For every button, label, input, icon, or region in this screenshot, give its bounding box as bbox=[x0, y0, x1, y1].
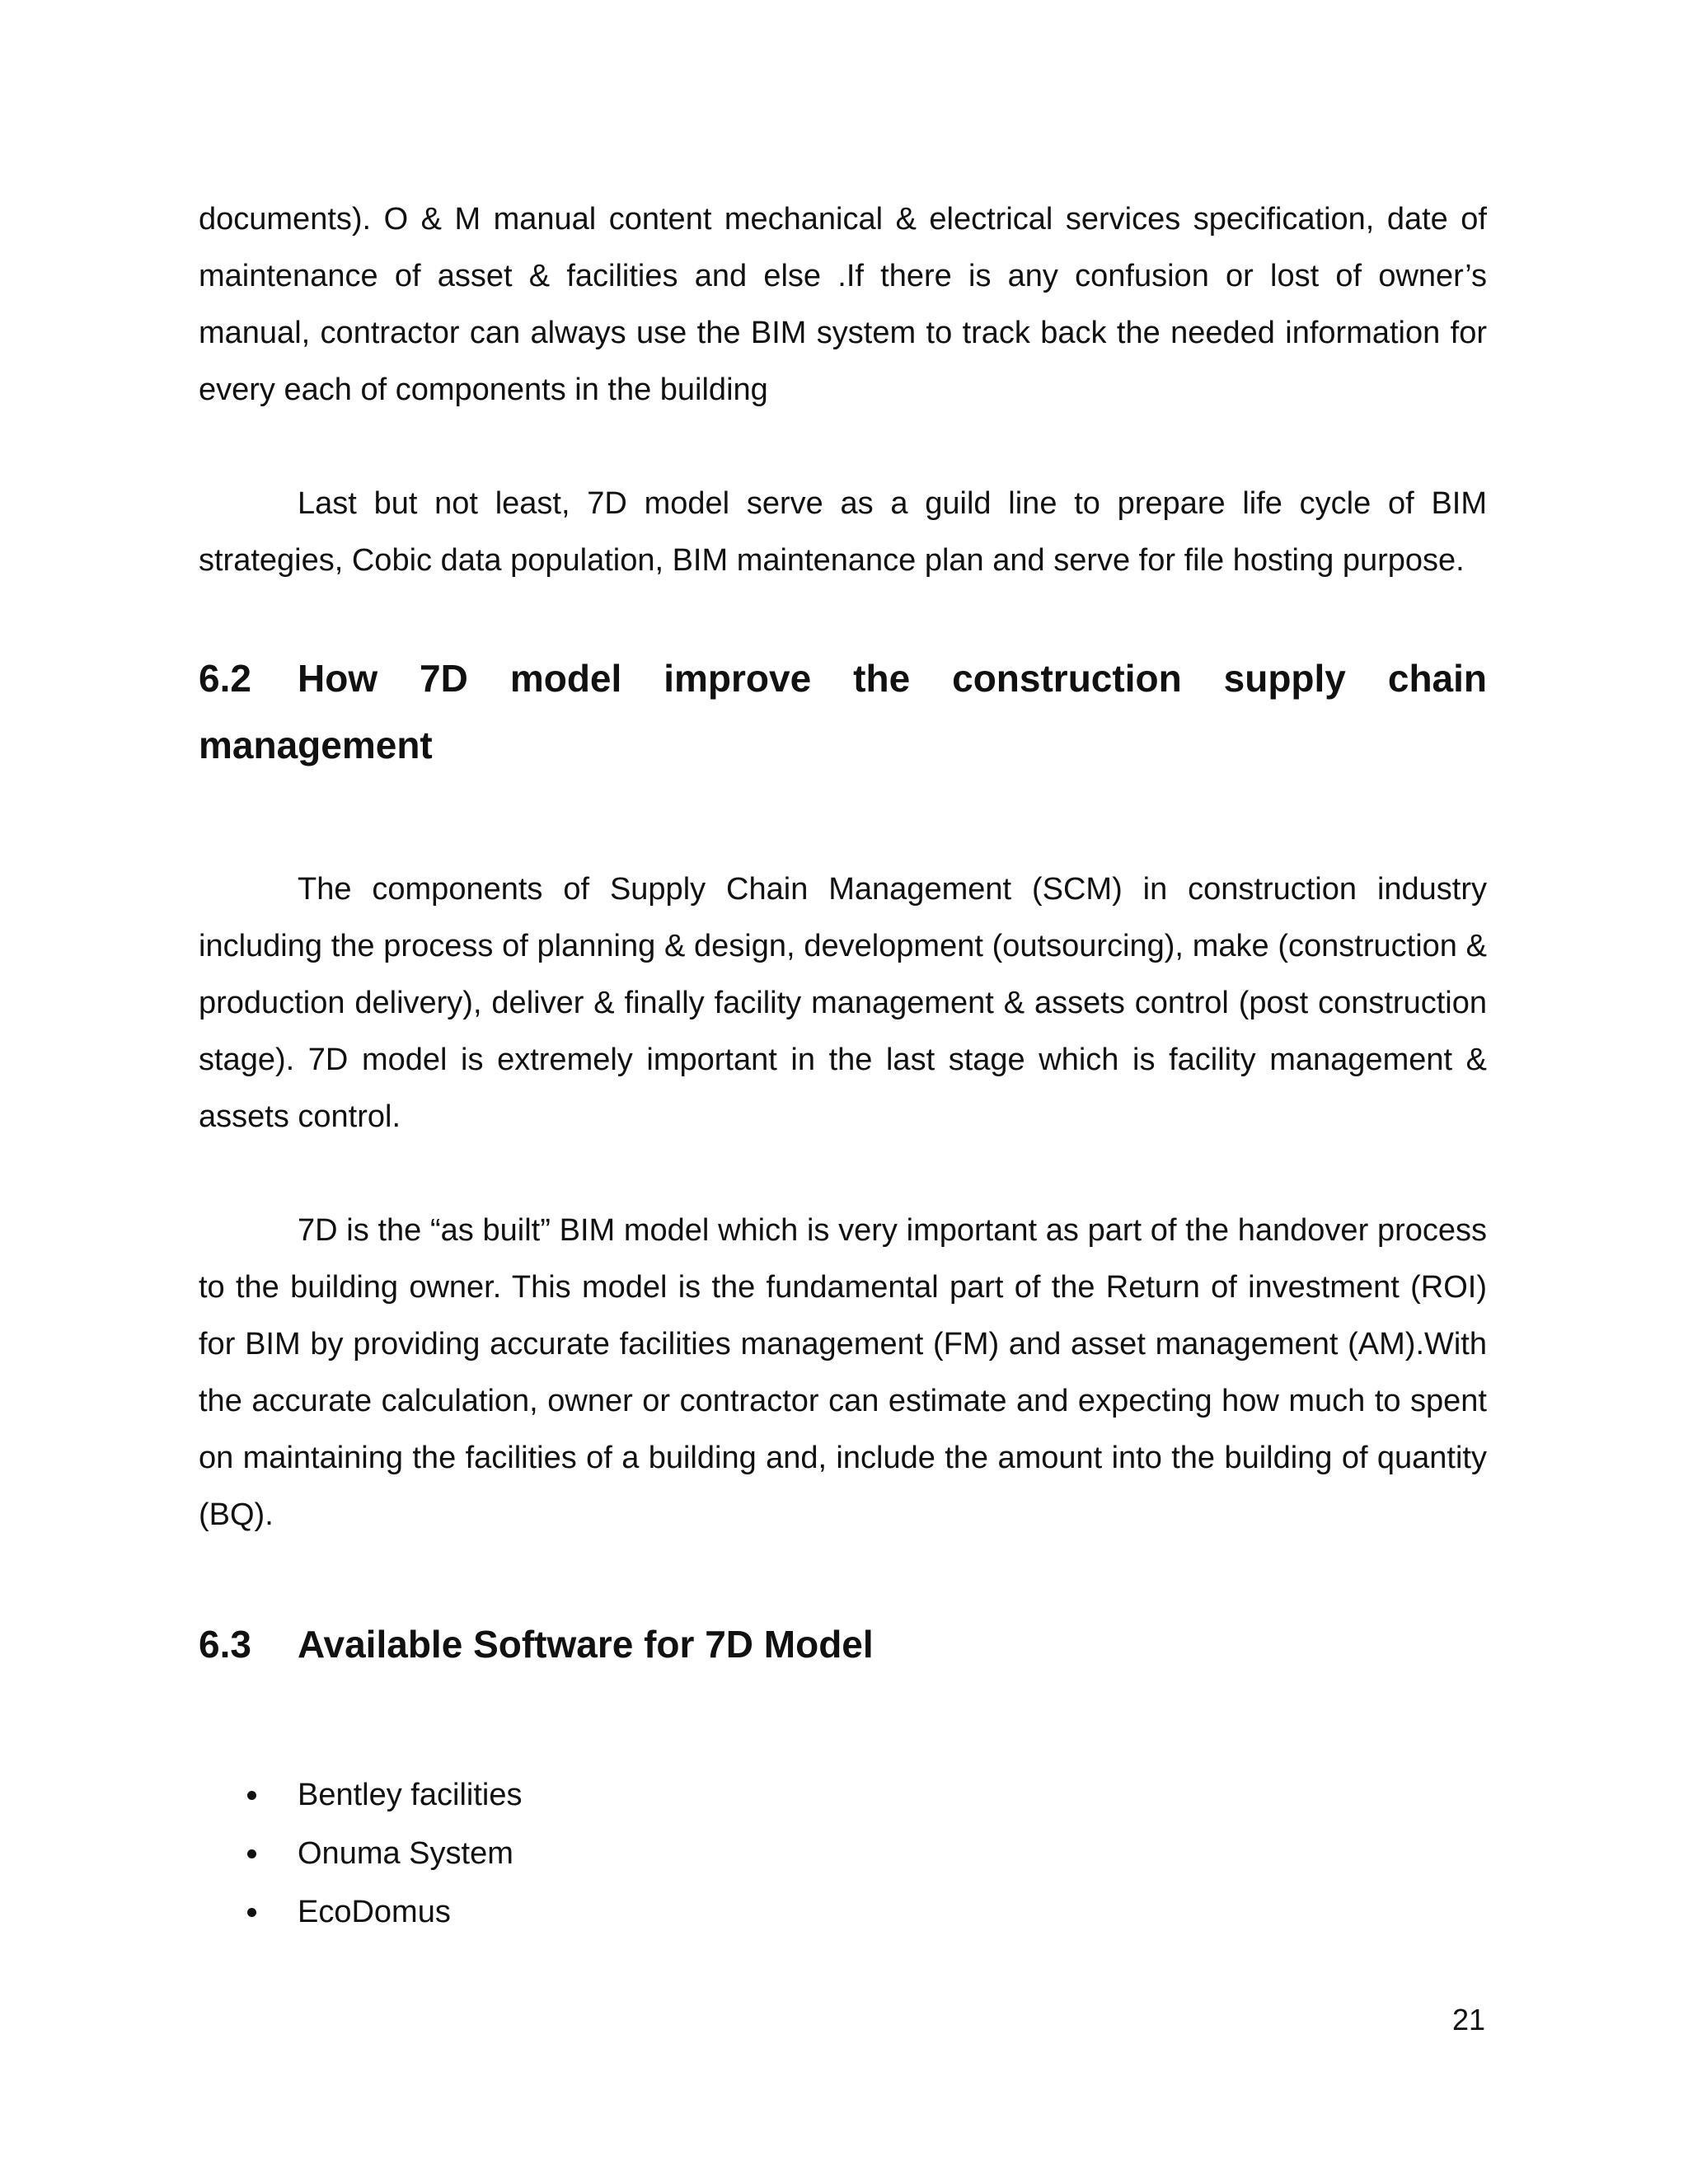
paragraph-scm-components: The components of Supply Chain Management (SCM) in construction industry including the process of planning & design, development (outsourcing), make (construction & production delivery), deliver & finally facility management & assets control (post construction stage). 7D model is extremely important in the last stage which is facility management & assets control. bbox=[199, 872, 1487, 1134]
page-number: 21 bbox=[1451, 2003, 1485, 2036]
bullet-icon bbox=[247, 1791, 256, 1800]
bullet-icon bbox=[247, 1849, 256, 1858]
paragraph-om-manual: documents). O & M manual content mechanical & electrical services specification, date of maintenance of asset & facilities and else .If there is any confusion or lost of owner’s manual, contractor can always use the BIM system to track back the needed information for every each of components in the building bbox=[199, 202, 1487, 407]
section-title: Available Software for 7D Model bbox=[298, 1623, 874, 1666]
section-number: 6.2 bbox=[199, 657, 251, 700]
list-item bbox=[199, 1766, 1487, 1825]
list-item bbox=[199, 1883, 1487, 1942]
section-title: How 7D model improve the construction supply chain management bbox=[199, 657, 1487, 766]
software-list bbox=[199, 1766, 1487, 1942]
page-content bbox=[199, 191, 1487, 1942]
list-item bbox=[199, 1825, 1487, 1883]
list-item-text: Onuma System bbox=[298, 1836, 513, 1871]
section-number: 6.3 bbox=[199, 1623, 251, 1666]
paragraph-7d-guideline: Last but not least, 7D model serve as a guild line to prepare life cycle of BIM strategies, Cobic data population, BIM maintenance plan and serve for file hosting purpose. bbox=[199, 486, 1487, 578]
list-item-text: Bentley facilities bbox=[298, 1778, 523, 1812]
paragraph-as-built-model: 7D is the “as built” BIM model which is very important as part of the handover process to the building owner. This model is the fundamental part of the Return of investment (ROI) for BIM by providing accurate facilities management (FM) and asset management (AM).With the accurate calculation, owner or contractor can estimate and expecting how much to spent on maintaining the facilities of a building and, include the amount into the building of quantity (BQ). bbox=[199, 1213, 1487, 1532]
section-heading-6-3 bbox=[199, 1611, 1487, 1678]
list-item-text: EcoDomus bbox=[298, 1895, 451, 1929]
section-heading-6-2 bbox=[199, 645, 1487, 779]
bullet-icon bbox=[247, 1908, 256, 1917]
